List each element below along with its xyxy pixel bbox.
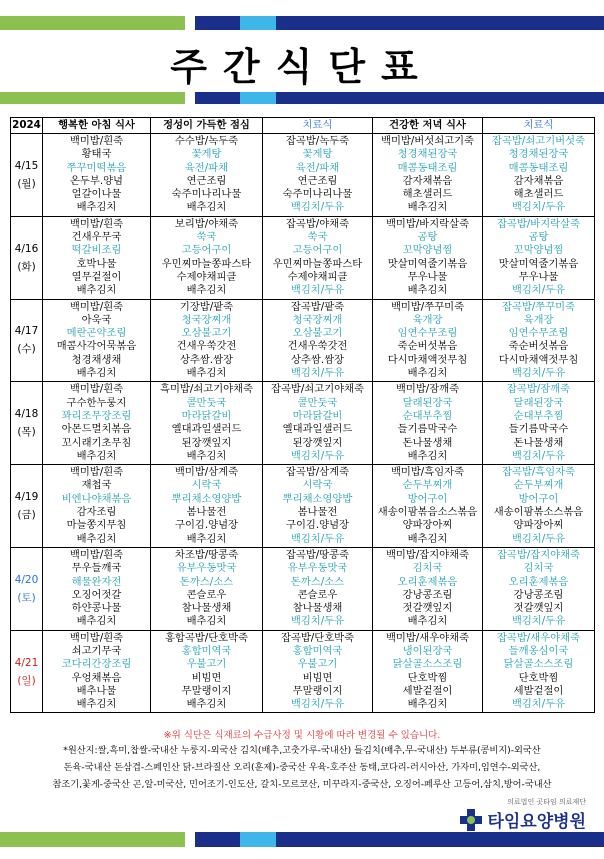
menu-item: 배추김치	[186, 201, 227, 214]
menu-item: 김치국	[412, 562, 443, 575]
menu-item: 해초샐러드	[513, 188, 564, 201]
lunch-diet-cell	[263, 465, 373, 548]
menu-item: 오리훈제볶음	[508, 575, 569, 588]
menu-item: 얼갈이나물	[71, 188, 122, 201]
menu-item: 꼬막양념찜	[402, 244, 453, 257]
menu-item: 죽순버섯볶음	[397, 340, 458, 353]
menu-item: 구이김.양념장	[286, 519, 349, 532]
menu-item: 배추김치	[407, 449, 448, 462]
menu-item: 맛살미역줄기볶음	[387, 257, 468, 270]
menu-item: 백미밥/삼계죽	[174, 466, 239, 479]
weekday-label: (수)	[17, 343, 36, 356]
menu-item: 순두부찌개	[513, 479, 564, 492]
menu-item: 임연수무조림	[397, 327, 458, 340]
top-color-stripe	[0, 16, 604, 30]
menu-item: 방어구이	[518, 492, 559, 505]
menu-item: 비빔면	[302, 671, 333, 684]
menu-item: 상추쌈.쌈장	[179, 353, 233, 366]
menu-item: 꼬막양념찜	[513, 244, 564, 257]
menu-item: 배추김치	[76, 615, 117, 628]
menu-item: 꽈리조무장조림	[61, 409, 132, 422]
menu-item: 잡곡밥/쭈꾸미죽	[501, 300, 576, 313]
menu-item: 연근조림	[297, 174, 338, 187]
menu-item: 차조밥/땅콩죽	[174, 548, 239, 561]
date-label: 4/18	[14, 408, 39, 421]
menu-item: 돈나물생채	[402, 436, 453, 449]
menu-item: 잡곡밥/잡지야채죽	[496, 548, 581, 561]
menu-item: 배추김치	[76, 284, 117, 297]
dinner-diet-cell	[483, 299, 595, 382]
dinner-diet-cell	[483, 134, 595, 217]
menu-item: 고등어구이	[292, 244, 343, 257]
menu-item: 하얀콩나물	[71, 602, 122, 615]
lunch-header: 정성이 가득한 점심	[151, 118, 263, 134]
menu-item: 연근조림	[186, 174, 227, 187]
menu-item: 숙주미나리나물	[171, 188, 242, 201]
menu-item: 흑미밥/쇠고기야채죽	[160, 383, 253, 396]
menu-item: 다시마채액젓무침	[387, 353, 468, 366]
menu-item: 꽃게탕	[191, 148, 222, 161]
date-label: 4/19	[14, 491, 39, 504]
menu-item: 매콤동태조림	[397, 161, 458, 174]
menu-item: 감자채볶음	[513, 174, 564, 187]
menu-item: 백김치/두유	[290, 615, 345, 628]
menu-item: 순대부추찜	[513, 409, 564, 422]
menu-item: 해초샐러드	[402, 188, 453, 201]
menu-item: 아욱국	[81, 313, 112, 326]
menu-item: 방어구이	[407, 492, 448, 505]
menu-item: 참나물생채	[181, 602, 232, 615]
menu-table	[10, 117, 595, 713]
menu-item: 마라닭갈비	[181, 409, 232, 422]
menu-item: 청국장찌개	[292, 313, 343, 326]
lunch-cell	[151, 465, 263, 548]
menu-item: 양파장아찌	[513, 519, 564, 532]
origin-info	[10, 742, 594, 793]
menu-item: 황태국	[81, 148, 112, 161]
menu-item: 배추김치	[407, 201, 448, 214]
menu-item: 무말랭이지	[181, 684, 232, 697]
breakfast-cell	[43, 547, 151, 630]
date-cell	[11, 465, 43, 548]
dinner-cell	[373, 465, 483, 548]
menu-item: 배추김치	[76, 698, 117, 711]
lunch-cell	[151, 216, 263, 299]
menu-item: 죽순버섯볶음	[508, 340, 569, 353]
menu-body	[11, 134, 595, 713]
menu-item: 고등어구이	[181, 244, 232, 257]
menu-item: 재첩국	[81, 479, 112, 492]
menu-item: 순대부추찜	[402, 409, 453, 422]
menu-item: 들기름막국수	[508, 423, 569, 436]
menu-item: 배추김치	[186, 532, 227, 545]
menu-item: 오삼불고기	[181, 327, 232, 340]
menu-item: 해물완자전	[71, 575, 122, 588]
menu-item: 배추김치	[186, 615, 227, 628]
weekday-label: (목)	[17, 426, 36, 439]
menu-item: 콘슬로우	[186, 588, 227, 601]
lunch-diet-cell	[263, 134, 373, 217]
page-title: 주간식단표	[170, 45, 434, 89]
menu-item: 무우나물	[518, 270, 559, 283]
date-cell	[11, 216, 43, 299]
origin-line: 참조기,꽃게-중국산 곤,알-미국산, 민어조기-인도산, 갈치-모르코산, 미꾸라지-중국산, 오징어-페루산 고등어,삼치,방어-국내산	[52, 779, 552, 790]
menu-item: 무말랭이지	[292, 684, 343, 697]
menu-item: 배추나물	[76, 684, 117, 697]
lunch-cell	[151, 630, 263, 713]
menu-item: 콘슬로우	[297, 588, 338, 601]
menu-item: 감자조림	[76, 506, 117, 519]
menu-item: 닭살골소스조림	[503, 658, 574, 671]
menu-item: 백미밥/잡지야채죽	[385, 548, 470, 561]
menu-item: 홍합곡밥/단호박죽	[164, 631, 249, 644]
menu-item: 잡곡밥/새우야채죽	[496, 631, 581, 644]
breakfast-cell	[43, 630, 151, 713]
menu-item: 백미밥/쭈꾸미죽	[390, 300, 465, 313]
menu-item: 백김치/두유	[511, 367, 566, 380]
dinner-cell	[373, 630, 483, 713]
menu-item: 된장깻잎지	[181, 436, 232, 449]
menu-item: 참나물생채	[292, 602, 343, 615]
dinner-diet-cell	[483, 465, 595, 548]
menu-item: 봄나물전	[297, 506, 338, 519]
date-label: 4/20	[14, 573, 39, 586]
menu-item: 단호박찜	[407, 671, 448, 684]
cross-logo-icon	[459, 808, 483, 832]
menu-item: 육개장	[523, 313, 554, 326]
day-row	[11, 630, 595, 713]
menu-item: 잡곡밥/잠깨죽	[506, 383, 571, 396]
menu-item: 다시마채액젓무침	[498, 353, 579, 366]
lunch-cell	[151, 547, 263, 630]
weekday-label: (금)	[17, 509, 36, 522]
menu-item: 백김치/두유	[290, 201, 345, 214]
menu-item: 건새우쑥갓전	[176, 340, 237, 353]
weekday-label: (토)	[17, 591, 36, 604]
menu-item: 배추김치	[186, 449, 227, 462]
menu-item: 수수밥/녹두죽	[174, 135, 239, 147]
menu-item: 뿌리채소영양밥	[282, 492, 353, 505]
menu-item: 열무겉절이	[71, 270, 122, 283]
menu-item: 홍합미역국	[292, 644, 343, 657]
menu-item: 시락국	[191, 479, 222, 492]
menu-item: 순두부찌개	[402, 479, 453, 492]
menu-item: 우민찌마늘쫑파스타	[161, 257, 252, 270]
date-cell	[11, 299, 43, 382]
menu-item: 백미밥/흰죽	[69, 548, 124, 561]
menu-item: 백미밥/버섯쇠고기죽	[381, 135, 474, 147]
dinner-diet-cell	[483, 382, 595, 465]
menu-item: 백김치/두유	[511, 615, 566, 628]
lunch-diet-cell	[263, 216, 373, 299]
menu-item: 곰탕	[528, 231, 549, 244]
menu-item: 배추김치	[76, 532, 117, 545]
menu-item: 수제야채피클	[287, 270, 348, 283]
weekday-label: (월)	[17, 177, 36, 190]
menu-item: 백미밥/흰죽	[69, 135, 124, 147]
breakfast-cell	[43, 382, 151, 465]
menu-item: 보리밥/야채죽	[174, 217, 239, 230]
menu-item: 배추김치	[407, 284, 448, 297]
menu-item: 무우들깨국	[71, 562, 122, 575]
menu-item: 비빔면	[191, 671, 222, 684]
menu-item: 강낭콩조림	[513, 588, 564, 601]
menu-item: 백미밥/흰죽	[69, 383, 124, 396]
menu-item: 호박나물	[76, 257, 117, 270]
menu-item: 배추김치	[407, 698, 448, 711]
menu-item: 우민찌마늘쫑파스타	[272, 257, 363, 270]
lunch-cell	[151, 382, 263, 465]
dinner-diet-cell	[483, 547, 595, 630]
menu-item: 홍합미역국	[181, 644, 232, 657]
menu-item: 돈나물생채	[513, 436, 564, 449]
menu-item: 무우나물	[407, 270, 448, 283]
menu-item: 잡곡밥/단호박죽	[280, 631, 355, 644]
menu-item: 쑥국	[307, 231, 328, 244]
menu-item: 배추김치	[76, 201, 117, 214]
menu-item: 옐대과일샐러드	[282, 423, 353, 436]
dinner-cell	[373, 216, 483, 299]
menu-item: 마라닭갈비	[292, 409, 343, 422]
menu-item: 청경채된장국	[397, 148, 458, 161]
date-label: 4/15	[14, 159, 39, 172]
dinner-cell	[373, 382, 483, 465]
menu-item: 닭살골소스조림	[392, 658, 463, 671]
menu-item: 들깨옹심이국	[508, 644, 569, 657]
date-cell	[11, 630, 43, 713]
menu-item: 잡곡밥/삼계죽	[285, 466, 350, 479]
menu-item: 달래된장국	[402, 396, 453, 409]
menu-item: 떡갈비조림	[71, 244, 122, 257]
menu-item: 육전/파채	[184, 161, 229, 174]
menu-item: 청국장찌개	[181, 313, 232, 326]
menu-item: 배추김치	[407, 615, 448, 628]
menu-item: 오리훈제볶음	[397, 575, 458, 588]
menu-item: 잡곡밥/쇠고기야채죽	[271, 383, 364, 396]
menu-item: 백김치/두유	[511, 201, 566, 214]
menu-item: 감자채볶음	[402, 174, 453, 187]
menu-item: 쇠고기무국	[71, 644, 122, 657]
menu-item: 유부우동맛국	[287, 562, 348, 575]
menu-item: 뿌리채소영양밥	[171, 492, 242, 505]
day-row	[11, 134, 595, 217]
menu-item: 백김치/두유	[511, 698, 566, 711]
menu-item: 배추김치	[76, 367, 117, 380]
menu-item: 세발겉절이	[513, 684, 564, 697]
hospital-footer	[459, 797, 586, 832]
menu-item: 콜만둣국	[186, 396, 227, 409]
foundation-name: 의료법인 곳타임 의료재단	[507, 798, 586, 806]
menu-item: 구이김.양념장	[175, 519, 238, 532]
menu-item: 단호박찜	[518, 671, 559, 684]
menu-item: 꼬시래기초무침	[61, 436, 132, 449]
origin-line: 돈육-국내산 돈삼겹-스페인산 닭-브라질산 오리(훈제)-중국산 우육-호주산 동태,코다리-러시아산, 가자미,임연수-외국산,	[63, 762, 541, 773]
menu-item: 쑥국	[196, 231, 217, 244]
menu-item: 코다리간장조림	[61, 658, 132, 671]
menu-item: 배추김치	[76, 449, 117, 462]
menu-item: 상추쌈.쌈장	[290, 353, 344, 366]
weekday-label: (일)	[17, 674, 36, 687]
menu-item: 젓갈깻잎지	[513, 602, 564, 615]
notice-text: ※위 식단은 식재료의 수급사정 및 시황에 따라 변경될 수 있습니다.	[163, 730, 441, 741]
menu-item: 양파장아찌	[402, 519, 453, 532]
menu-item: 김치국	[523, 562, 554, 575]
menu-item: 새송이팜볶음소스볶음	[377, 506, 478, 519]
menu-item: 백미밥/바지락살죽	[385, 217, 470, 230]
hospital-logo	[459, 807, 586, 832]
menu-item: 백미밥/흰죽	[69, 466, 124, 479]
menu-item: 시락국	[302, 479, 333, 492]
menu-item: 백미밥/흰죽	[69, 217, 124, 230]
day-row	[11, 465, 595, 548]
menu-item: 백미밥/흰죽	[69, 631, 124, 644]
breakfast-cell	[43, 299, 151, 382]
lunch-diet-header: 치료식	[263, 118, 373, 134]
menu-item: 백미밥/잠깨죽	[395, 383, 460, 396]
lunch-cell	[151, 134, 263, 217]
menu-item: 곰탕	[417, 231, 438, 244]
title-underline-stripe	[0, 92, 604, 104]
lunch-cell	[151, 299, 263, 382]
menu-item: 백김치/두유	[511, 532, 566, 545]
menu-item: 옐대과일샐러드	[171, 423, 242, 436]
date-label: 4/16	[14, 242, 39, 255]
lunch-diet-cell	[263, 299, 373, 382]
menu-item: 세발겉절이	[402, 684, 453, 697]
day-row	[11, 299, 595, 382]
menu-item: 매콤사각어묵볶음	[56, 340, 137, 353]
menu-item: 우불고기	[186, 658, 227, 671]
menu-item: 달래된장국	[513, 396, 564, 409]
menu-item: 새송이팜볶소스볶음	[493, 506, 584, 519]
menu-item: 백미밥/흰죽	[69, 300, 124, 313]
menu-item: 잡곡밥/야채죽	[285, 217, 350, 230]
menu-item: 수제야채피클	[176, 270, 237, 283]
menu-item: 돈까스/소스	[179, 575, 234, 588]
day-row	[11, 382, 595, 465]
menu-item: 백김치/두유	[511, 284, 566, 297]
menu-item: 오삼불고기	[292, 327, 343, 340]
menu-item: 마늘쫑지무침	[66, 519, 127, 532]
date-label: 4/17	[14, 325, 39, 338]
bottom-color-stripe	[0, 832, 604, 847]
date-cell	[11, 547, 43, 630]
menu-item: 우엉채볶음	[71, 671, 122, 684]
menu-item: 쭈꾸미떡볶음	[66, 161, 127, 174]
breakfast-cell	[43, 134, 151, 217]
day-row	[11, 216, 595, 299]
dinner-diet-header: 치료식	[483, 118, 595, 134]
menu-item: 잡곡밥/바지락살죽	[496, 217, 581, 230]
menu-item: 냉이된장국	[402, 644, 453, 657]
menu-item: 된장깻잎지	[292, 436, 343, 449]
breakfast-header: 행복한 아침 식사	[43, 118, 151, 134]
dinner-cell	[373, 299, 483, 382]
dinner-cell	[373, 547, 483, 630]
table-header-row	[11, 118, 595, 134]
menu-item: 백미밥/흑임자죽	[390, 466, 465, 479]
lunch-diet-cell	[263, 547, 373, 630]
menu-item: 메란곤약조림	[66, 327, 127, 340]
menu-item: 백김치/두유	[290, 532, 345, 545]
menu-item: 잡곡밥/팥죽	[290, 300, 345, 313]
hospital-name: 타임요양병원	[487, 812, 586, 832]
menu-item: 백김치/두유	[290, 367, 345, 380]
menu-item: 배추김치	[186, 284, 227, 297]
menu-item: 기장밥/팥죽	[179, 300, 234, 313]
menu-item: 비엔나야채볶음	[61, 492, 132, 505]
dinner-diet-cell	[483, 216, 595, 299]
date-cell	[11, 382, 43, 465]
menu-item: 건새우쑥갓전	[287, 340, 348, 353]
menu-item: 맛살미역줄기볶음	[498, 257, 579, 270]
dinner-header: 건강한 저녁 식사	[373, 118, 483, 134]
date-label: 4/21	[14, 656, 39, 669]
menu-item: 백김치/두유	[290, 284, 345, 297]
dinner-cell	[373, 134, 483, 217]
menu-item: 젓갈깻잎지	[402, 602, 453, 615]
menu-item: 강낭콩조림	[402, 588, 453, 601]
origin-line: *원산지:쌀,흑미,찹쌀-국내산 누룽지-외국산 김치(배추,고춧가루-국내산) 들김치(배추,무-국내산) 두부류(콩비지)-외국산	[63, 745, 541, 756]
date-cell	[11, 134, 43, 217]
breakfast-cell	[43, 216, 151, 299]
menu-item: 백김치/두유	[290, 449, 345, 462]
menu-item: 백미밥/새우야채죽	[385, 631, 470, 644]
menu-item: 온두부.양념	[69, 174, 123, 187]
menu-item: 꽃게탕	[302, 148, 333, 161]
menu-item: 유부우동맛국	[176, 562, 237, 575]
menu-item: 들기름막국수	[397, 423, 458, 436]
menu-item: 잡곡밥/쇠고기버섯죽	[492, 135, 585, 147]
menu-item: 육전/파채	[295, 161, 340, 174]
menu-item: 봄나물전	[186, 506, 227, 519]
menu-item: 임연수무조림	[508, 327, 569, 340]
menu-item: 청경채생채	[71, 353, 122, 366]
dinner-diet-cell	[483, 630, 595, 713]
menu-item: 콜만둣국	[297, 396, 338, 409]
menu-item: 배추김치	[186, 367, 227, 380]
menu-item: 우불고기	[297, 658, 338, 671]
menu-item: 배추김치	[407, 532, 448, 545]
menu-item: 잡곡밥/흑임자죽	[501, 466, 576, 479]
menu-item: 잡곡밥/땅콩죽	[285, 548, 350, 561]
menu-item: 건새우무국	[71, 231, 122, 244]
menu-item: 백김치/두유	[511, 449, 566, 462]
menu-item: 돈까스/소스	[290, 575, 345, 588]
day-row	[11, 547, 595, 630]
menu-item: 오징어젓갈	[71, 588, 122, 601]
breakfast-cell	[43, 465, 151, 548]
menu-item: 매콤동태조림	[508, 161, 569, 174]
year-header: 2024	[11, 118, 43, 134]
menu-item: 아몬드멸치볶음	[61, 423, 132, 436]
menu-item: 배추김치	[407, 367, 448, 380]
menu-item: 육개장	[412, 313, 443, 326]
menu-item: 숙주미나리나물	[282, 188, 353, 201]
lunch-diet-cell	[263, 382, 373, 465]
weekday-label: (화)	[17, 260, 36, 273]
menu-item: 잡곡밥/녹두죽	[285, 135, 350, 147]
menu-item: 배추김치	[186, 698, 227, 711]
menu-item: 구수한누룽지	[66, 396, 127, 409]
menu-item: 청경채된장국	[508, 148, 569, 161]
menu-item: 백김치/두유	[290, 698, 345, 711]
lunch-diet-cell	[263, 630, 373, 713]
